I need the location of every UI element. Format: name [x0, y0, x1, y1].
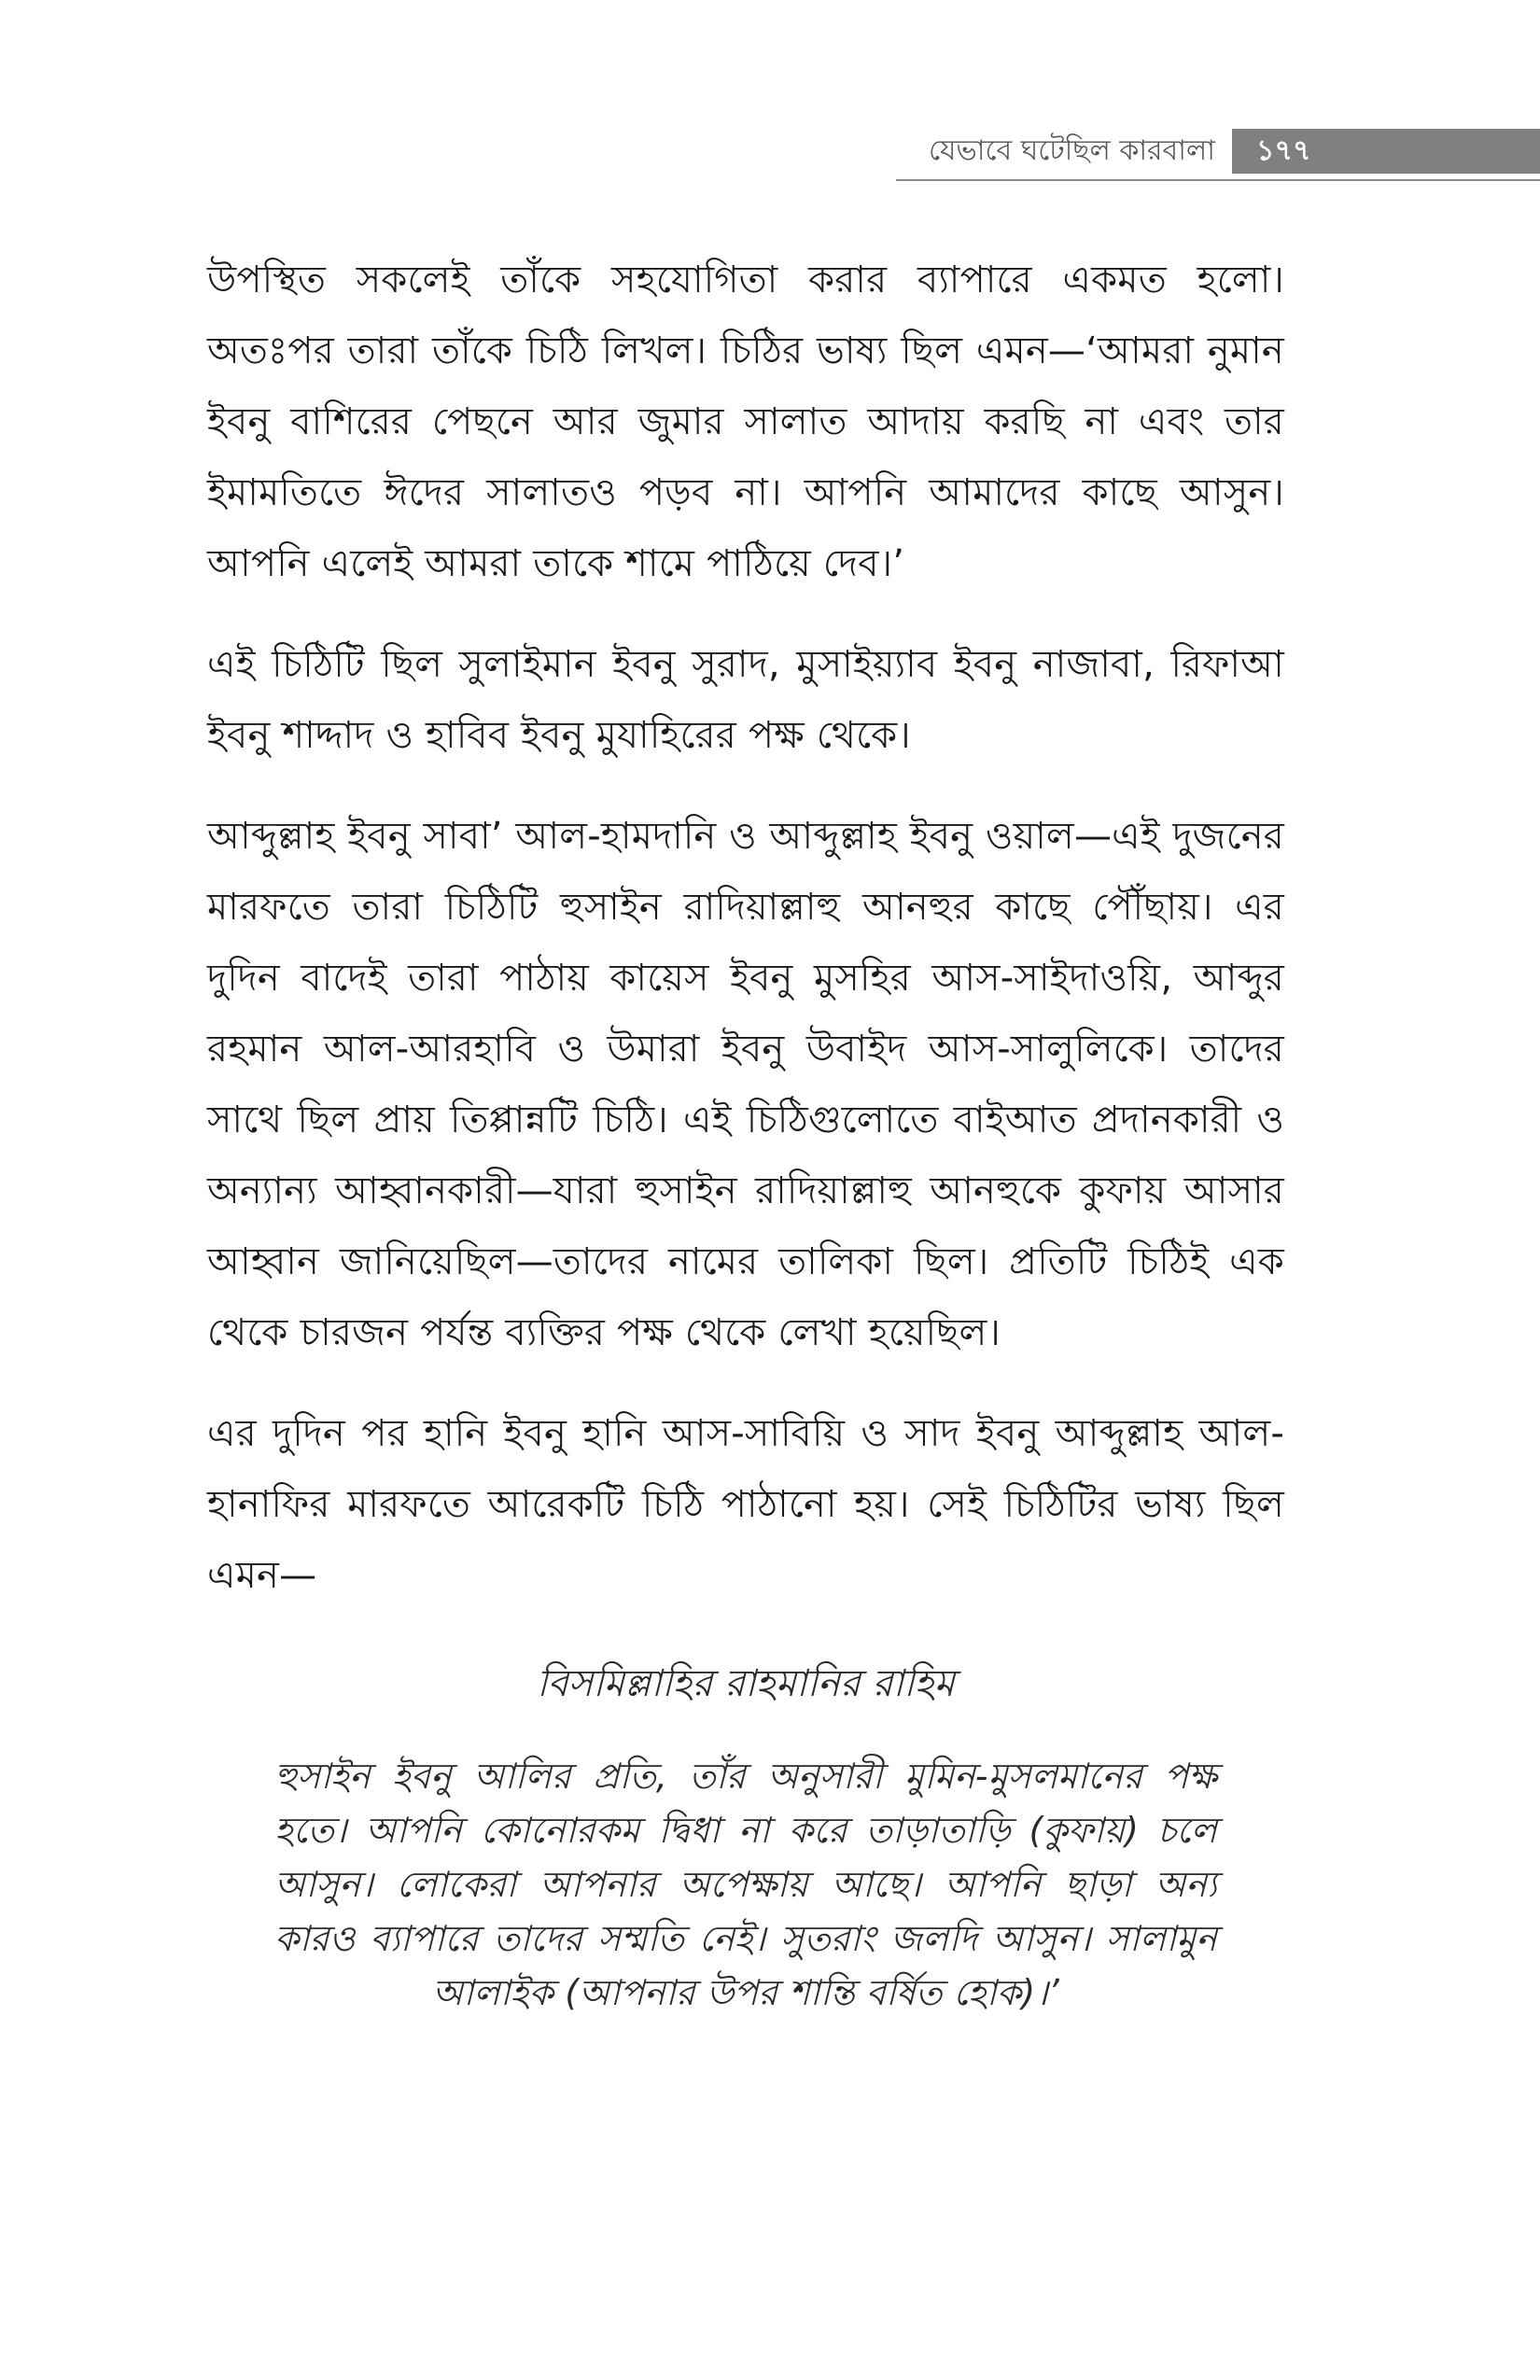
page-body	[207, 245, 1284, 2020]
page-number: ১৭৭	[1256, 133, 1311, 167]
running-title: যেভাবে ঘটেছিল কারবালা	[928, 134, 1215, 167]
page-number-tab	[1232, 129, 1540, 174]
running-header	[929, 129, 1540, 174]
paragraph-3: আব্দুল্লাহ ইবনু সাবা’ আল-হামদানি ও আব্দুল্লাহ ইবনু ওয়াল—এই দুজনের মারফতে তারা চিঠিটি হুসাইন রাদিয়াল্লাহু আনহুর কাছে পৌঁছায়। এর দুদিন বাদেই তারা পাঠায় কায়েস ইবনু মুসহির আস-সাইদাওয়ি, আব্দুর রহমান আল-আরহাবি ও উমারা ইবনু উবাইদ আস-সালুলিকে। তাদের সাথে ছিল প্রায় তিপ্পান্নটি চিঠি। এই চিঠিগুলোতে বাইআত প্রদানকারী ও অন্যান্য আহ্বানকারী—যারা হুসাইন রাদিয়াল্লাহু আনহুকে কুফায় আসার আহ্বান জানিয়েছিল—তাদের নামের তালিকা ছিল। প্রতিটি চিঠিই এক থেকে চারজন পর্যন্ত ব্যক্তির পক্ষ থেকে লেখা হয়েছিল।	[207, 815, 1284, 1354]
paragraph-1: উপস্থিত সকলেই তাঁকে সহযোগিতা করার ব্যাপারে একমত হলো। অতঃপর তারা তাঁকে চিঠি লিখল। চিঠির ভাষ্য ছিল এমন—‘আমরা নুমান ইবনু বাশিরের পেছনে আর জুমার সালাত আদায় করছি না এবং তার ইমামতিতে ঈদের সালাতও পড়ব না। আপনি আমাদের কাছে আসুন। আপনি এলেই আমরা তাকে শামে পাঠিয়ে দেব।’	[207, 259, 1284, 585]
header-rule	[896, 179, 1540, 181]
quoted-letter: হুসাইন ইবনু আলির প্রতি, তাঁর অনুসারী মুমিন-মুসলমানের পক্ষ হতে। আপনি কোনোরকম দ্বিধা না করে তাড়াতাড়ি (কুফায়) চলে আসুন। লোকেরা আপনার অপেক্ষায় আছে। আপনি ছাড়া অন্য কারও ব্যাপারে তাদের সম্মতি নেই। সুতরাং জলদি আসুন। সালামুন আলাইক (আপনার উপর শান্তি বর্ষিত হোক)।’	[274, 1756, 1217, 2013]
bismillah-invocation: বিসমিল্লাহির রাহমানির রাহিম	[537, 1662, 955, 1705]
paragraph-4: এর দুদিন পর হানি ইবনু হানি আস-সাবিয়ি ও সাদ ইবনু আব্দুল্লাহ আল-হানাফির মারফতে আরেকটি চিঠি পাঠানো হয়। সেই চিঠিটির ভাষ্য ছিল এমন—	[207, 1412, 1284, 1597]
paragraph-2: এই চিঠিটি ছিল সুলাইমান ইবনু সুরাদ, মুসাইয়্যাব ইবনু নাজাবা, রিফাআ ইবনু শাদ্দাদ ও হাবিব ইবনু মুযাহিরের পক্ষ থেকে।	[207, 643, 1284, 757]
